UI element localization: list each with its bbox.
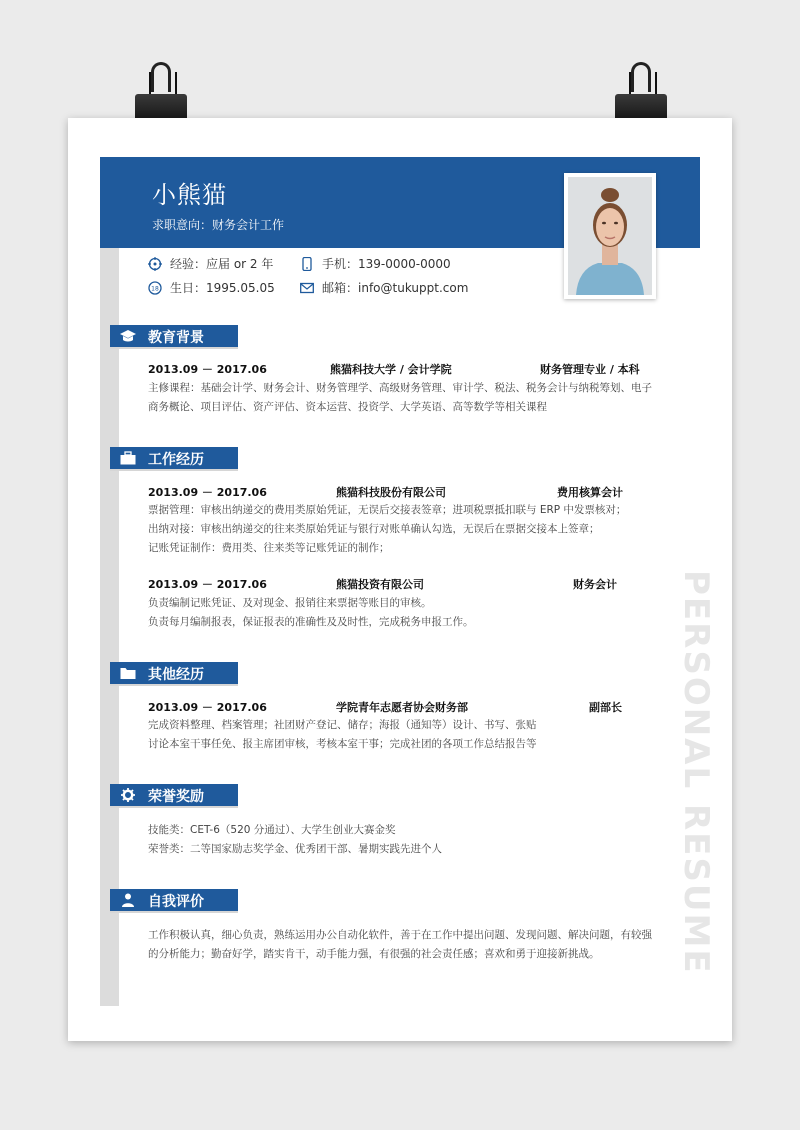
candidate-name: 小熊猫 xyxy=(152,181,227,209)
info-phone xyxy=(300,255,451,272)
info-birthday xyxy=(148,279,275,296)
job-role: 费用核算会计 xyxy=(557,486,623,499)
honors-line: 荣誉类：二等国家励志奖学金、优秀团干部、暑期实践先进个人 xyxy=(148,843,442,855)
job-company: 熊猫科技股份有限公司 xyxy=(336,486,446,499)
target-icon xyxy=(148,257,162,271)
section-self-header xyxy=(110,889,238,911)
mail-icon xyxy=(300,281,314,295)
section-education-header xyxy=(110,325,238,347)
portrait-image xyxy=(568,177,652,295)
section-title: 自我评价 xyxy=(148,894,204,910)
education-date: 2013.09 － 2017.06 xyxy=(148,363,267,376)
graduation-cap-icon xyxy=(120,329,136,343)
info-experience xyxy=(148,255,273,272)
job-company: 熊猫投资有限公司 xyxy=(336,578,424,591)
vertical-watermark xyxy=(676,570,722,990)
section-work-header xyxy=(110,447,238,469)
job-role: 财务会计 xyxy=(573,578,617,591)
section-other-header xyxy=(110,662,238,684)
job-intent: 求职意向：财务会计工作 xyxy=(152,218,285,232)
job-date: 2013.09 － 2017.06 xyxy=(148,578,267,591)
section-title: 其他经历 xyxy=(148,667,204,683)
svg-text:18: 18 xyxy=(151,285,159,293)
other-line: 讨论本室干事任免、报主席团审核，考核本室干事；完成社团的各项工作总结报告等 xyxy=(148,738,537,750)
profile-photo xyxy=(564,173,656,299)
education-line: 主修课程：基础会计学、财务会计、财务管理学、高级财务管理、审计学、税法、税务会计与纳税筹划、电子 xyxy=(148,382,652,394)
section-title: 荣誉奖励 xyxy=(148,789,204,805)
section-title: 教育背景 xyxy=(148,330,204,346)
other-role: 副部长 xyxy=(589,701,622,714)
phone-icon xyxy=(300,257,314,271)
other-org: 学院青年志愿者协会财务部 xyxy=(336,701,468,714)
education-school: 熊猫科技大学 / 会计学院 xyxy=(330,363,452,376)
section-title: 工作经历 xyxy=(148,452,204,468)
info-email xyxy=(300,279,468,296)
self-line: 工作积极认真，细心负责，熟练运用办公自动化软件，善于在工作中提出问题、发现问题、解决问题，有较强 xyxy=(148,929,652,941)
job-line: 负责编制记账凭证、及对现金、报销往来票据等账目的审核。 xyxy=(148,597,432,609)
education-major: 财务管理专业 / 本科 xyxy=(540,363,640,376)
gear-icon xyxy=(120,788,136,802)
birthday-text: 生日：1995.05.05 xyxy=(170,281,275,295)
email-text: 邮箱：info@tukuppt.com xyxy=(322,281,469,295)
self-line: 的分析能力；勤奋好学，踏实肯干，动手能力强，有很强的社会责任感；喜欢和勇于迎接新挑战。 xyxy=(148,948,600,960)
job-date: 2013.09 － 2017.06 xyxy=(148,486,267,499)
watermark-text: PERSONAL RESUME xyxy=(676,570,716,975)
briefcase-icon xyxy=(120,451,136,465)
section-honors-header xyxy=(110,784,238,806)
other-date: 2013.09 － 2017.06 xyxy=(148,701,267,714)
person-icon xyxy=(120,893,136,907)
folder-icon xyxy=(120,666,136,680)
education-line: 商务概论、项目评估、资产评估、资本运营、投资学、大学英语、高等数学等相关课程 xyxy=(148,401,547,413)
phone-text: 手机：139-0000-0000 xyxy=(322,257,451,271)
other-line: 完成资料整理、档案管理；社团财产登记、储存；海报（通知等）设计、书写、张贴 xyxy=(148,719,537,731)
experience-text: 经验：应届 or 2 年 xyxy=(170,257,274,271)
honors-line: 技能类：CET-6（520 分通过）、大学生创业大赛金奖 xyxy=(148,824,396,836)
job-line: 负责每月编制报表，保证报表的准确性及及时性，完成税务申报工作。 xyxy=(148,616,474,628)
birthday-icon xyxy=(148,281,162,295)
job-line: 出纳对接：审核出纳递交的往来类原始凭证与银行对账单确认勾选，无误后在票据交接本上签章； xyxy=(148,523,600,535)
job-line: 票据管理：审核出纳递交的费用类原始凭证，无误后交接表签章；进项税票抵扣联与 ERP 中发票核对； xyxy=(148,504,627,516)
job-line: 记账凭证制作：费用类、往来类等记账凭证的制作； xyxy=(148,542,390,554)
